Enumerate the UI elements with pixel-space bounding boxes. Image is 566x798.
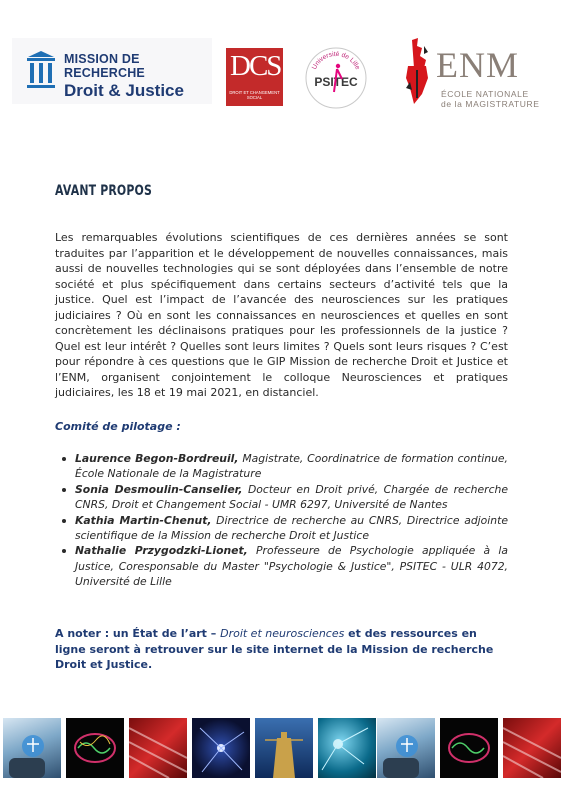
mrdj-line1: MISSION DE RECHERCHE — [64, 52, 145, 80]
glowing-brain-image — [66, 718, 124, 778]
page-title: AVANT PROPOS — [55, 183, 152, 199]
committee-member — [59, 451, 508, 482]
image-strip — [3, 718, 563, 778]
dcs-letters: DCS — [230, 50, 281, 82]
committee-list — [59, 451, 508, 590]
member-name: Kathia Martin-Chenut, — [75, 513, 212, 527]
lady-justice-statue-image — [255, 718, 313, 778]
blue-neurons-image — [318, 718, 376, 778]
enm-subtitle-1: ÉCOLE NATIONALE — [441, 89, 529, 99]
mrdj-line2: Droit & Justice — [64, 81, 184, 100]
member-name: Sonia Desmoulin-Canselier, — [75, 482, 243, 496]
neuron-network-image — [192, 718, 250, 778]
committee-member — [59, 482, 508, 513]
note-lead: A noter : un État de l’art – — [55, 627, 221, 640]
enm-word: ENM — [436, 45, 519, 85]
lille-arc-text: Université de Lille — [311, 50, 362, 71]
committee-member — [59, 513, 508, 544]
note-paragraph — [55, 626, 508, 673]
dcs-logo — [226, 48, 283, 106]
member-role: Docteur en Droit privé, Chargée de recherche CNRS, Droit et Changement Social - UMR 6297, Université de Nantes — [75, 482, 508, 512]
scales-of-justice-hand-image — [3, 718, 61, 778]
enm-subtitle-2: de la MAGISTRATURE — [441, 99, 540, 109]
committee-member — [59, 543, 508, 589]
red-courtroom-seats-image — [129, 718, 187, 778]
partner-logos — [0, 36, 566, 116]
glowing-brain-image-2 — [440, 718, 498, 778]
enm-figure-icon — [400, 38, 434, 108]
columns-icon — [26, 51, 56, 91]
member-role: Directrice de recherche au CNRS, Directrice adjointe scientifique de la Mission de recherche Droit et Justice — [75, 513, 508, 543]
intro-paragraph: Les remarquables évolutions scientifiques de ces dernières années se sont traduites par l’apparition et le développement de nouvelles connaissances, mais aussi de nouvelles technologies qui se sont déployées dans l’ensemble de notre société et plus spécifiquement dans certains secteurs d’activité tels que la justice. Quel est l’impact de l’avancée des neurosciences sur les pratiques judiciaires ? Où en sont les connaissances en neurosciences et quelles en sont concrètement les déclinaisons pratiques pour les professionnels de la justice ? Quel est leur intérêt ? Quelles sont leurs limites ? Quels sont leurs risques ? C’est pour répondre à ces questions que le GIP Mission de recherche Droit et Justice et l’ENM, organisent conjointement le colloque Neurosciences et pratiques judiciaires, les 18 et 19 mai 2021, en distanciel. — [55, 231, 508, 399]
psitec-badge — [304, 46, 368, 110]
enm-logo — [396, 38, 546, 110]
note-italic: Droit et neurosciences — [220, 627, 345, 640]
universite-lille-psitec-logo — [304, 46, 368, 114]
member-name: Laurence Begon-Bordreuil, — [75, 452, 239, 465]
committee-title: Comité de pilotage : — [55, 420, 181, 433]
psitec-word: PSITEC — [314, 75, 358, 89]
member-role: Professeure de Psychologie appliquée à la Justice, Coresponsable du Master "Psychologie & Justice", PSITEC - ULR 4072, Université de Lille — [75, 544, 508, 589]
member-role: Magistrate, Coordinatrice de formation continue, École Nationale de la Magistrature — [75, 452, 508, 481]
scales-of-justice-hand-image-2 — [377, 718, 435, 778]
dcs-subtitle: DROIT ET CHANGEMENT SOCIAL — [229, 90, 280, 100]
member-name: Nathalie Przygodzki-Lionet, — [75, 544, 248, 558]
red-courtroom-seats-image-2 — [503, 718, 561, 778]
note-tail: et des ressources en ligne seront à retrouver sur le site internet de la Mission de recherche Droit et Justice. — [55, 627, 494, 671]
mission-droit-justice-logo — [12, 38, 212, 104]
